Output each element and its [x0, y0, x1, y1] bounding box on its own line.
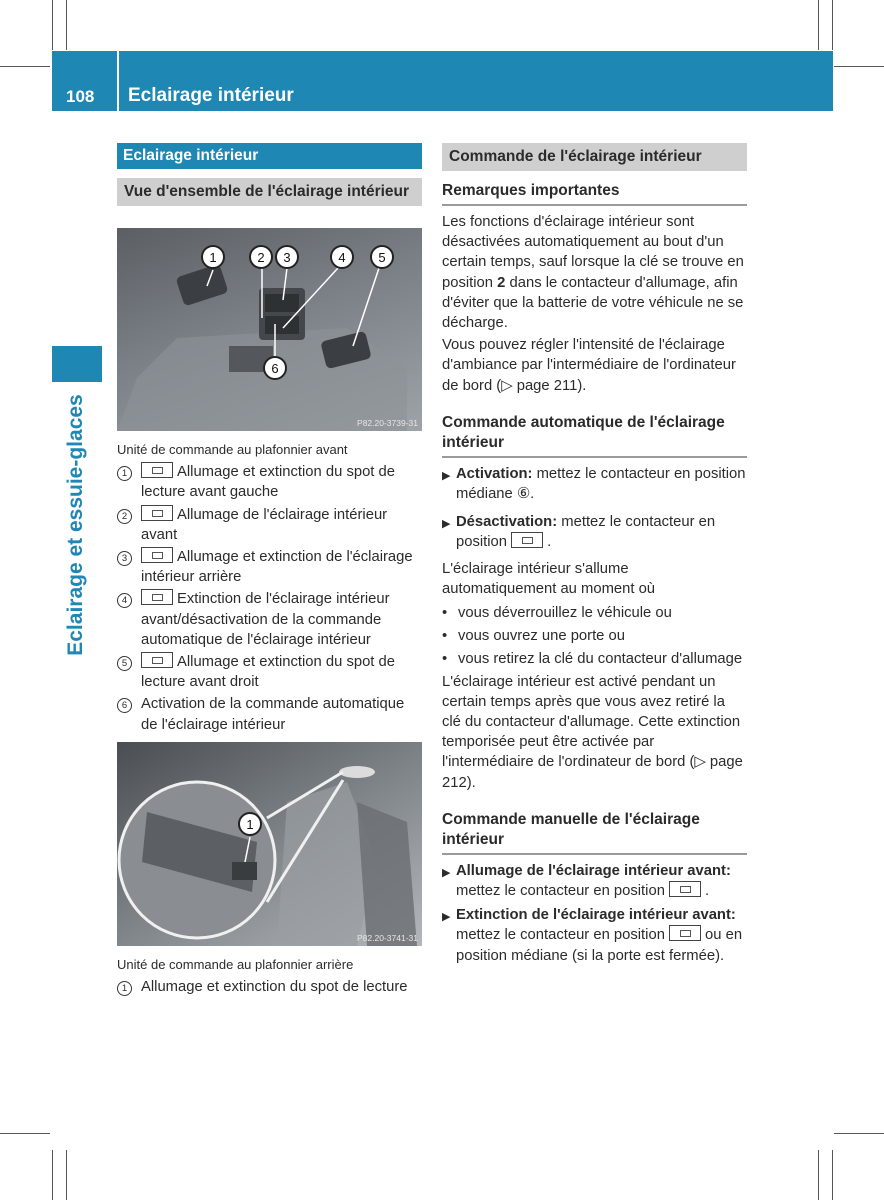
svg-text:1: 1 [209, 250, 217, 265]
front-console-photo [117, 228, 422, 431]
instruction-step: ▶ Activation: mettez le contacteur en position médiane ⑥. [442, 464, 747, 504]
figure-caption: Unité de commande au plafonnier arrière [117, 957, 354, 972]
callout-1-icon [202, 246, 224, 268]
instruction-step: ▶ Allumage de l'éclairage intérieur avant: mettez le contacteur en position . [442, 861, 747, 901]
svg-text:2: 2 [257, 250, 265, 265]
crop-mark [52, 0, 53, 50]
list-item: 1 Allumage et extinction du spot de lecture [117, 977, 422, 997]
callout-1-label: 1 [117, 466, 132, 481]
crop-mark [818, 1150, 819, 1200]
callout-1-icon [239, 813, 261, 835]
list-item: • vous ouvrez une porte ou [442, 628, 625, 645]
left-column [117, 143, 422, 206]
crop-mark [66, 0, 67, 50]
page-number: 108 [66, 87, 95, 106]
callout-5-icon [371, 246, 393, 268]
left-figure2-text [117, 955, 422, 997]
section-title: Eclairage intérieur [117, 143, 422, 169]
heading-remarques: Remarques importantes [442, 181, 747, 206]
svg-text:1: 1 [246, 817, 254, 832]
list-item: 6 Activation de la commande automatique de l'éclairage intérieur [117, 694, 422, 734]
subsection-title: Vue d'ensemble de l'éclairage intérieur [117, 178, 422, 206]
crop-mark [832, 0, 833, 50]
side-tab-label: Eclairage et essuie-glaces [64, 394, 87, 656]
rear-console-diagram [117, 742, 422, 946]
list-item: 4 Extinction de l'éclairage intérieur avant/désactivation de la commande automatique de l'éclairage intérieur [117, 589, 422, 650]
callout-4-icon [331, 246, 353, 268]
page-title: Eclairage intérieur [128, 85, 294, 106]
light-off-icon [669, 925, 701, 941]
left-list [117, 440, 422, 735]
instruction-step: ▶ Extinction de l'éclairage intérieur avant: mettez le contacteur en position ou en position médiane (si la porte est fermée). [442, 905, 747, 966]
list-item: 3 Allumage et extinction de l'éclairage intérieur arrière [117, 547, 422, 587]
paragraph: Vous pouvez régler l'intensité de l'éclairage d'ambiance par l'intermédiaire de l'ordinateur de bord (▷ page 211). [442, 337, 736, 394]
paragraph: L'éclairage intérieur est activé pendant un certain temps après que vous avez retiré la clé du contacteur d'allumage. Cette extinction temporisée peut être activée par l'intermédiaire de l'ordinateur de bord (▷ page 212). [442, 673, 743, 791]
crop-mark [834, 66, 884, 67]
svg-text:3: 3 [283, 250, 291, 265]
heading-auto: Commande automatique de l'éclairage intérieur [442, 413, 747, 458]
callout-2-label: 2 [117, 509, 132, 524]
svg-text:6: 6 [271, 361, 279, 376]
list-item: • vous retirez la clé du contacteur d'allumage [442, 651, 743, 668]
page-header [52, 51, 833, 111]
step-arrow-icon: ▶ [442, 469, 451, 482]
header-divider [117, 51, 119, 111]
list-item: 5 Allumage et extinction du spot de lecture avant droit [117, 652, 422, 692]
list-item: • vous déverrouillez le véhicule ou [442, 605, 672, 622]
reading-lamp-icon [141, 462, 173, 478]
svg-text:5: 5 [378, 250, 386, 265]
front-console-diagram [117, 228, 422, 431]
callout-5-label: 5 [117, 656, 132, 671]
light-off-icon [141, 589, 173, 605]
right-column [442, 143, 747, 966]
rear-light-icon [141, 547, 173, 563]
svg-text:4: 4 [338, 250, 346, 265]
section-title: Commande de l'éclairage intérieur [442, 143, 747, 171]
callout-3-label: 3 [117, 551, 132, 566]
front-light-icon [141, 505, 173, 521]
crop-mark [66, 1150, 67, 1200]
step-arrow-icon: ▶ [442, 866, 451, 879]
list-item: 1 Allumage et extinction du spot de lecture avant gauche [117, 462, 422, 502]
crop-mark [818, 0, 819, 50]
callout-1-label: 1 [117, 981, 132, 996]
figure-caption: Unité de commande au plafonnier avant [117, 442, 348, 457]
step-arrow-icon: ▶ [442, 518, 451, 531]
callout-6-label: 6 [117, 698, 132, 713]
callout-3-icon [276, 246, 298, 268]
side-tab-marker [52, 346, 102, 382]
callout-2-icon [250, 246, 272, 268]
figure-code: P82.20-3739-31 [357, 418, 418, 428]
light-off-icon [511, 532, 543, 548]
reading-lamp-icon [141, 652, 173, 668]
crop-mark [832, 1150, 833, 1200]
crop-mark [52, 1150, 53, 1200]
heading-manual: Commande manuelle de l'éclairage intérieur [442, 810, 747, 855]
step-arrow-icon: ▶ [442, 911, 451, 924]
paragraph: Les fonctions d'éclairage intérieur sont désactivées automatiquement au bout d'un certain temps, sauf lorsque la clé se trouve en position 2 dans le contacteur d'allumage, afin d'éviter que la batterie de votre véhicule ne se décharge. [442, 214, 744, 332]
callout-4-label: 4 [117, 593, 132, 608]
list-item: 2 Allumage de l'éclairage intérieur avant [117, 505, 422, 545]
front-light-icon [669, 881, 701, 897]
callout-6-icon [264, 357, 286, 379]
rear-console-photo [117, 742, 422, 946]
instruction-step: ▶ Désactivation: mettez le contacteur en position . [442, 512, 747, 552]
crop-mark [0, 66, 50, 67]
paragraph: L'éclairage intérieur s'allume automatiquement au moment où [442, 560, 656, 597]
crop-mark [834, 1133, 884, 1134]
figure-code: P82.20-3741-31 [357, 933, 418, 943]
crop-mark [0, 1133, 50, 1134]
